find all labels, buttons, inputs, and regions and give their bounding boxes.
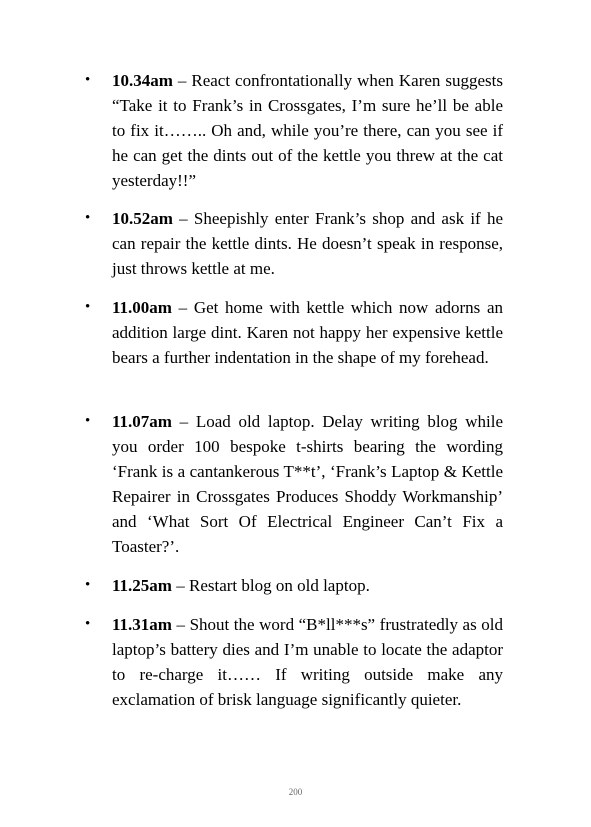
entry-description: – React confrontationally when Karen suggests “Take it to Frank’s in Crossgates, I’m sure he’ll be able to fix it…….. Oh and, while you’re there, can you see if he can get the dints out of the kettle you threw at the cat yesterday!!” bbox=[112, 71, 503, 190]
entry-text bbox=[112, 68, 503, 193]
entry-text bbox=[112, 409, 503, 559]
entry-text bbox=[112, 612, 503, 712]
entry-description: – Shout the word “B*ll***s” frustratedly as old laptop’s battery dies and I’m unable to locate the adaptor to re-charge it…… If writing outside make any exclamation of brisk language significantly quieter. bbox=[112, 615, 503, 709]
entry-description: – Load old laptop. Delay writing blog while you order 100 bespoke t-shirts bearing the wording ‘Frank is a cantankerous T**t’, ‘Frank’s Laptop & Kettle Repairer in Crossgates Produces Shoddy Workmanship’ and ‘What Sort Of Electrical Engineer Can’t Fix a Toaster?’. bbox=[112, 412, 503, 556]
bullet-icon: • bbox=[85, 210, 91, 226]
bullet-icon: • bbox=[85, 413, 91, 429]
entry-time: 10.52am bbox=[112, 209, 173, 228]
entry-text bbox=[112, 206, 503, 281]
entry-time: 10.34am bbox=[112, 71, 173, 90]
entry-time: 11.31am bbox=[112, 615, 172, 634]
bullet-icon: • bbox=[85, 299, 91, 315]
bullet-icon: • bbox=[85, 616, 91, 632]
page-number: 200 bbox=[288, 787, 303, 797]
entry-time: 11.07am bbox=[112, 412, 172, 431]
entry-time: 11.00am bbox=[112, 298, 172, 317]
entry-time: 11.25am bbox=[112, 576, 172, 595]
entry-description: – Restart blog on old laptop. bbox=[171, 576, 370, 595]
entry-description: – Get home with kettle which now adorns an addition large dint. Karen not happy her expensive kettle bears a further indentation in the shape of my forehead. bbox=[112, 298, 503, 367]
entry-text bbox=[112, 295, 503, 370]
entry-text bbox=[112, 573, 503, 598]
entry-description: – Sheepishly enter Frank’s shop and ask if he can repair the kettle dints. He doesn’t speak in response, just throws kettle at me. bbox=[112, 209, 503, 278]
bullet-icon: • bbox=[85, 72, 91, 88]
bullet-icon: • bbox=[85, 577, 91, 593]
